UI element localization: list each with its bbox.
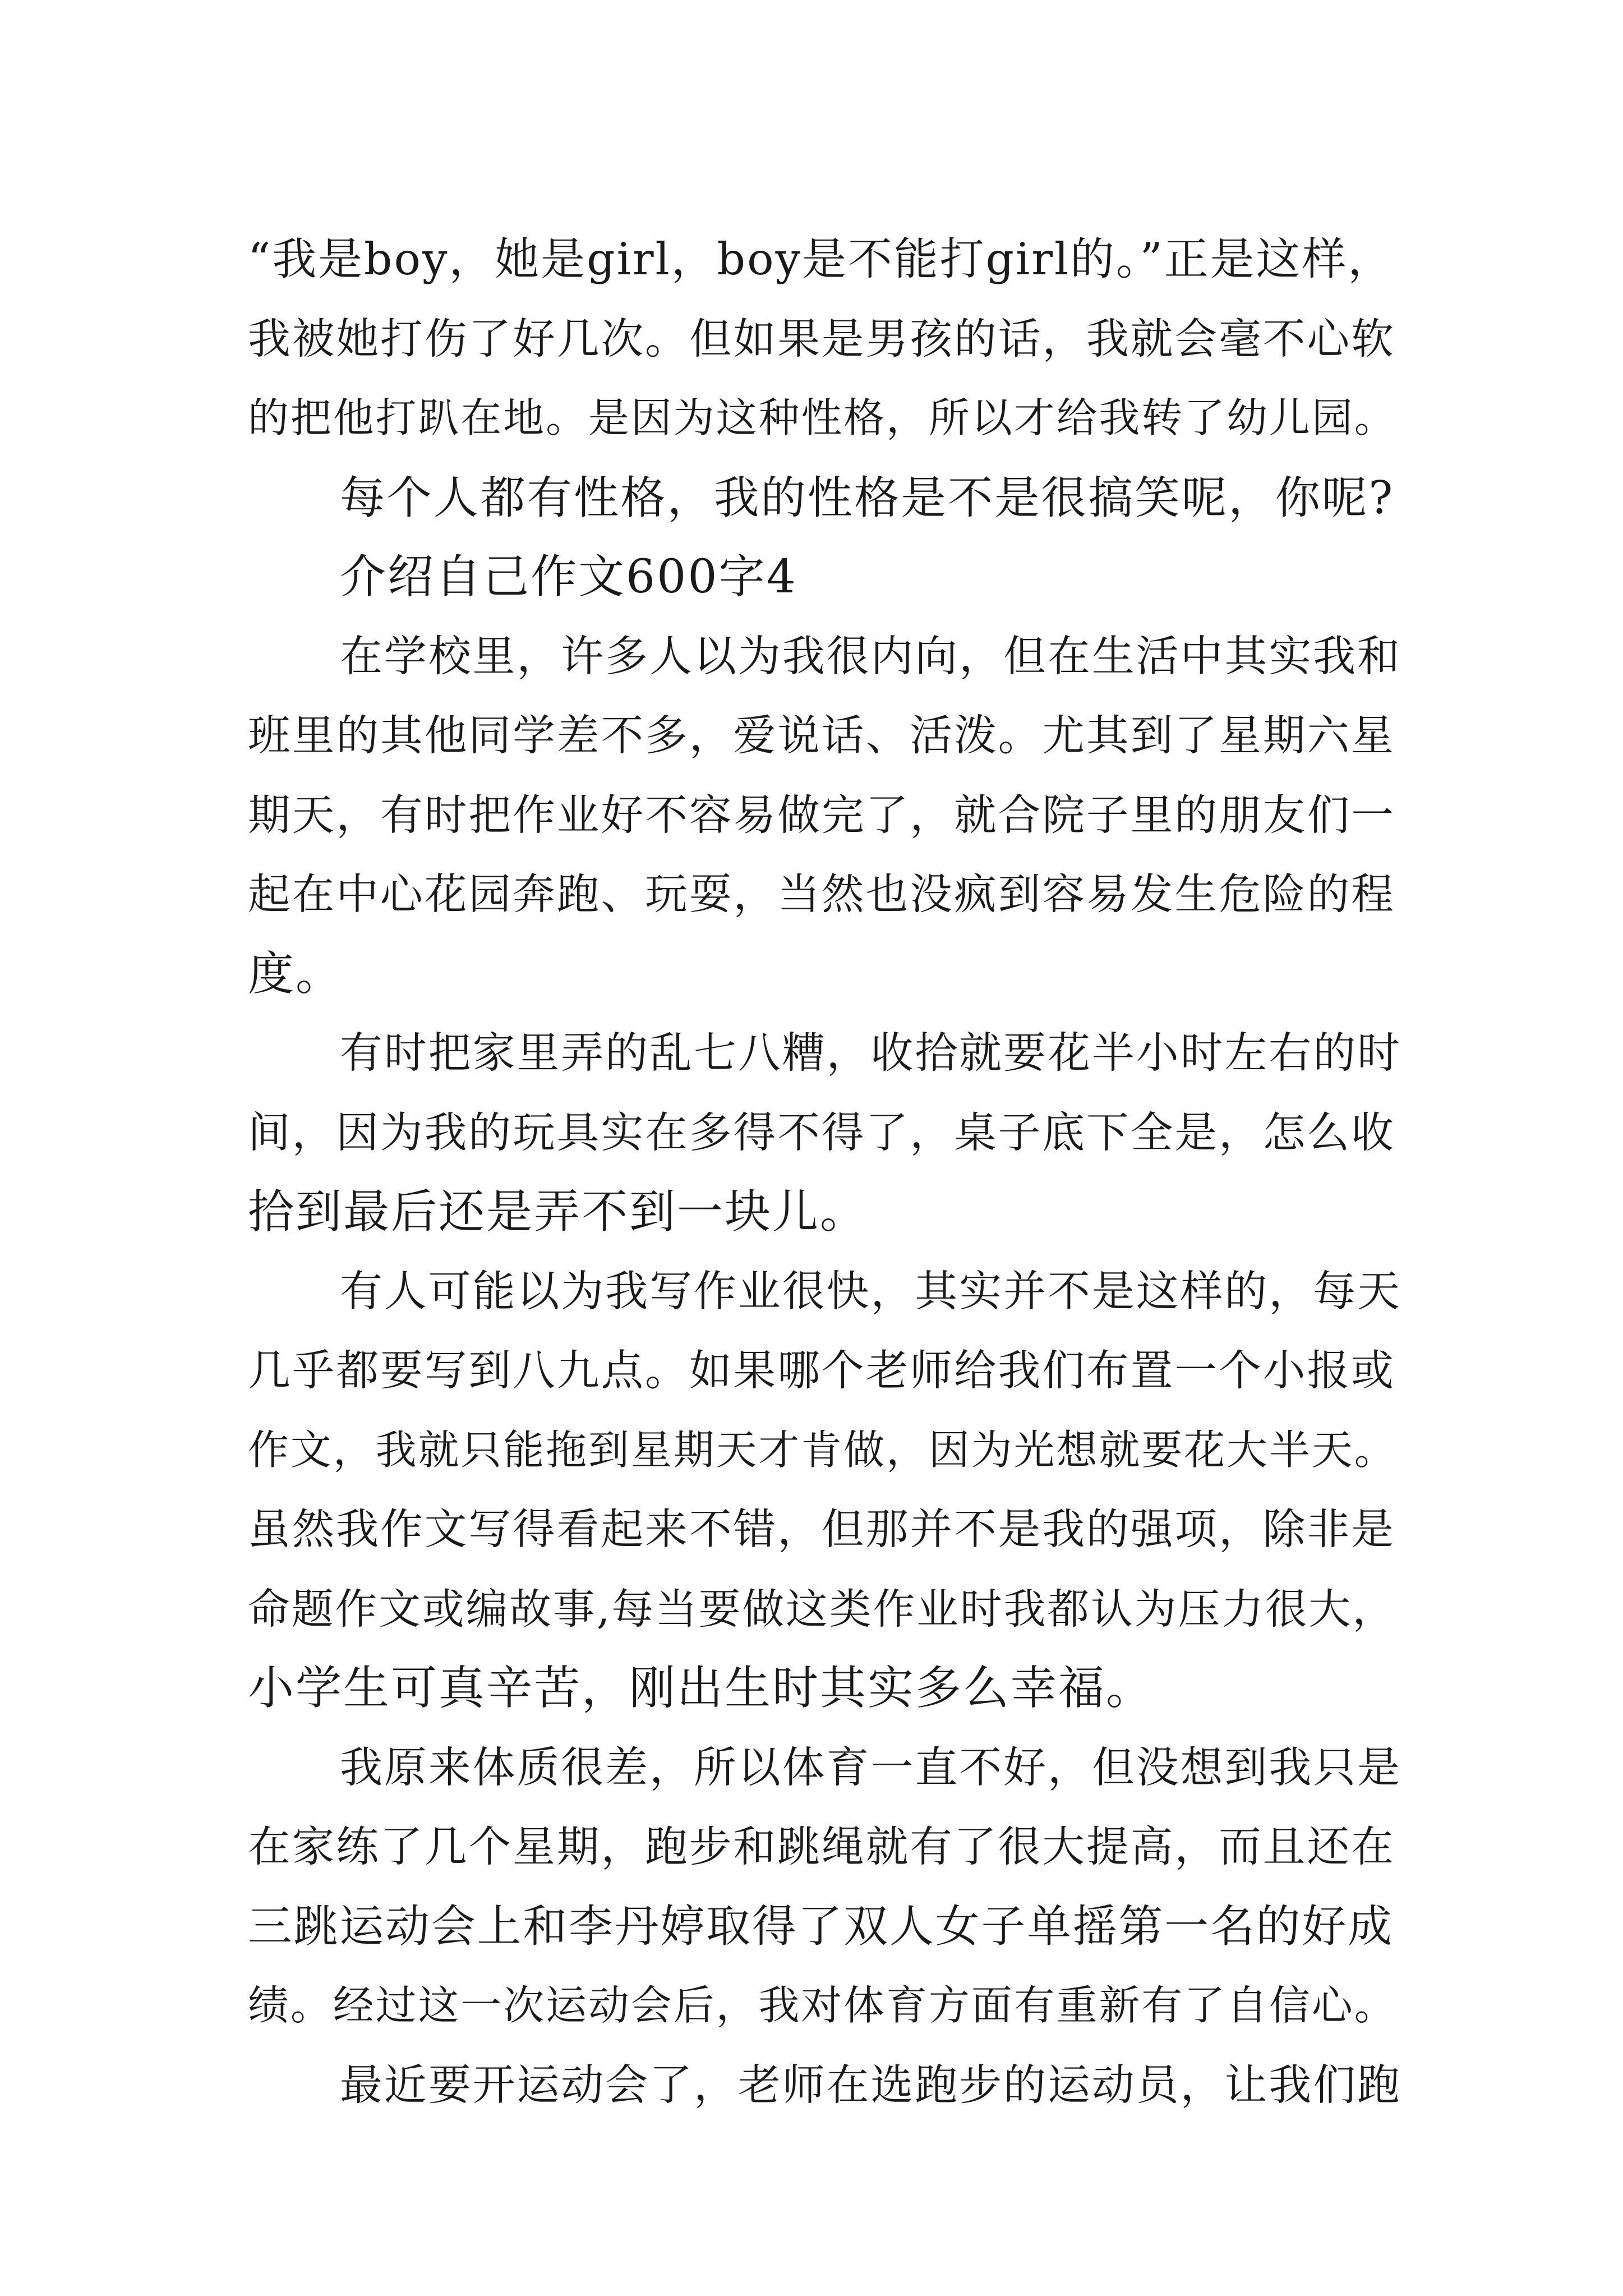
text-line: 命题作文或编故事,每当要做这类作业时我都认为压力很大， — [248, 1584, 1396, 1634]
text-line: 介绍自己作文600字4 — [340, 550, 797, 604]
text-line: 间，因为我的玩具实在多得不得了，桌子底下全是，怎么收 — [248, 1107, 1395, 1157]
text-line: 起在中心花园奔跑、玩耍，当然也没疯到容易发生危险的程 — [248, 869, 1395, 919]
text-line: 几乎都要写到八九点。如果哪个老师给我们布置一个小报或 — [248, 1346, 1395, 1395]
text-line: 三跳运动会上和李丹婷取得了双人女子单摇第一名的好成 — [248, 1900, 1394, 1952]
document-body — [248, 220, 1402, 2125]
paragraph — [248, 458, 1395, 538]
text-line: 我被她打伤了好几次。但如果是男孩的话，我就会毫不心软 — [248, 314, 1395, 364]
paragraph — [248, 2046, 1402, 2125]
text-line: 班里的其他同学差不多，爱说话、活泼。尤其到了星期六星 — [248, 711, 1395, 760]
text-line: 小学生可真辛苦，刚出生时其实多么幸福。 — [248, 1662, 1154, 1715]
paragraph — [248, 1728, 1402, 2046]
text-line: 最近要开运动会了，老师在选跑步的运动员，让我们跑 — [340, 2060, 1402, 2110]
text-line: “我是boy，她是girl，boy是不能打girl的。”正是这样， — [248, 233, 1394, 285]
text-line: 我原来体质很差，所以体育一直不好，但没想到我只是 — [340, 1742, 1402, 1792]
paragraph — [248, 1252, 1402, 1728]
paragraph — [248, 1014, 1402, 1252]
text-line: 有人可能以为我写作业很快，其实并不是这样的，每天 — [340, 1266, 1402, 1316]
text-line: 绩。经过这一次运动会后，我对体育方面有重新有了自信心。 — [248, 1982, 1397, 2030]
text-line: 虽然我作文写得看起来不错，但那并不是我的强项，除非是 — [248, 1504, 1395, 1554]
text-line: 在家练了几个星期，跑步和跳绳就有了很大提高，而且还在 — [248, 1822, 1395, 1871]
text-line: 在学校里，许多人以为我很内向，但在生活中其实我和 — [340, 631, 1402, 681]
paragraph — [248, 537, 1392, 617]
text-line: 拾到最后还是弄不到一块儿。 — [248, 1185, 868, 1239]
paragraph — [248, 617, 1402, 1014]
text-line: 每个人都有性格，我的性格是不是很搞笑呢，你呢? — [340, 471, 1395, 524]
text-line: 期天，有时把作业好不容易做完了，就合院子里的朋友们一 — [248, 790, 1395, 840]
paragraph — [248, 220, 1397, 458]
text-line: 作文，我就只能拖到星期天才肯做，因为光想就要花大半天。 — [248, 1426, 1397, 1474]
text-line: 度。 — [248, 947, 344, 1001]
text-line: 的把他打趴在地。是因为这种性格，所以才给我转了幼儿园。 — [248, 394, 1397, 442]
text-line: 有时把家里弄的乱七八糟，收拾就要花半小时左右的时 — [340, 1028, 1402, 1078]
